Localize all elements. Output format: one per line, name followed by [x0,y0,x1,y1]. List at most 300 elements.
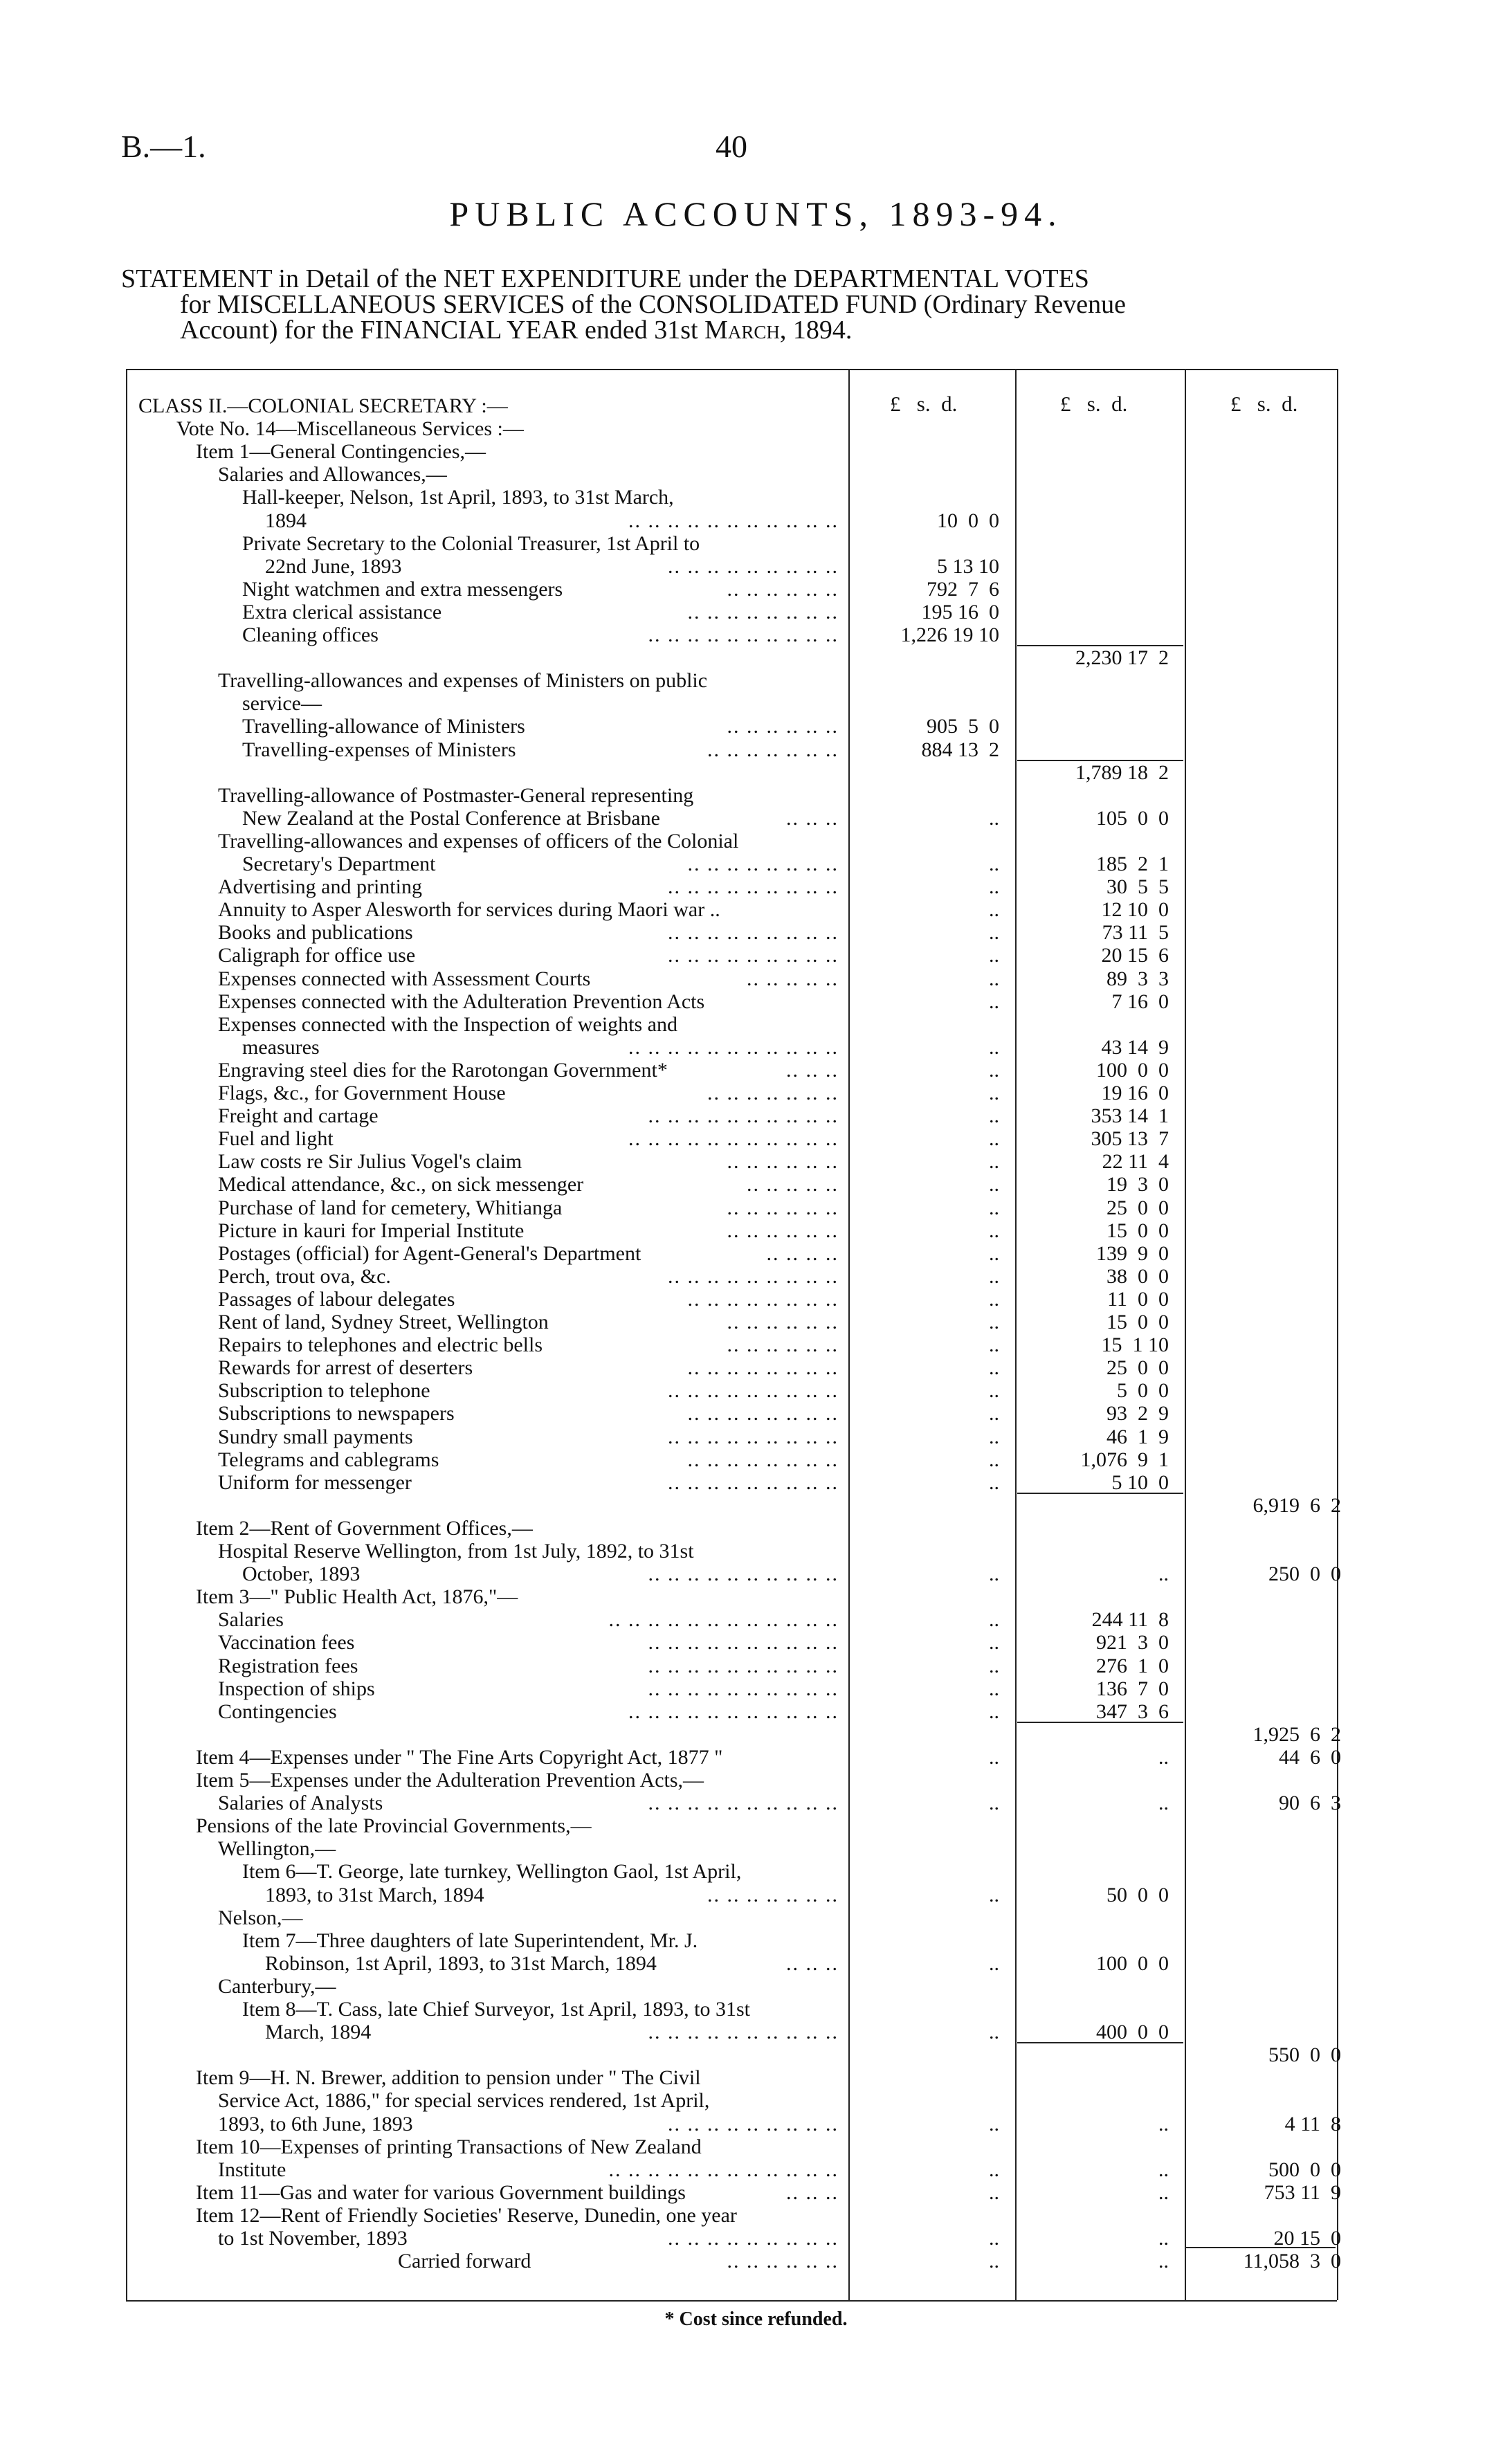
amount-cell: .. [989,2113,999,2135]
leader-dots: .. .. .. .. .. .. .. .. .. [668,2113,839,2135]
table-row [0,1013,1512,1037]
table-row [0,715,1512,738]
row-label: Institute [218,2158,286,2181]
table-row [0,761,1512,785]
table-row [0,807,1512,830]
amount-cell: .. [989,853,999,875]
leader-dots: .. .. .. .. .. .. .. .. [687,1356,839,1379]
row-label: Item 4—Expenses under " The Fine Arts Copyright Act, 1877 " [196,1746,723,1769]
table-row [0,394,1512,418]
table-row [0,1356,1512,1380]
amount-cell: 1,925 6 2 [1253,1723,1341,1746]
table-bottom-rule [126,2300,1337,2302]
leader-dots: .. .. .. [786,807,839,830]
amount-cell: .. [989,1608,999,1631]
total-rule [1186,2247,1336,2248]
amount-cell: .. [989,1036,999,1059]
table-row [0,1425,1512,1449]
amount-cell: .. [989,1952,999,1975]
amount-cell: .. [989,990,999,1013]
amount-cell: .. [989,898,999,921]
leader-dots: .. .. .. .. .. .. .. .. .. .. [648,1677,839,1700]
table-row [0,1929,1512,1953]
table-row [0,1219,1512,1243]
leader-dots: .. .. .. .. .. .. .. .. .. .. [648,1655,839,1677]
amount-cell: .. [989,1127,999,1150]
row-label: Hall-keeper, Nelson, 1st April, 1893, to 31st March, [242,486,674,509]
row-label: October, 1893 [242,1562,361,1585]
row-label: Picture in kauri for Imperial Institute [218,1219,525,1242]
amount-cell: .. [989,1082,999,1104]
row-label: Item 9—H. N. Brewer, addition to pension under " The Civil [196,2066,701,2089]
amount-cell: 6,919 6 2 [1253,1494,1341,1517]
leader-dots: .. .. .. .. .. .. [727,2250,839,2272]
amount-cell: 12 10 0 [1101,898,1169,921]
row-label: Subscriptions to newspapers [218,1402,455,1425]
table-row [0,1265,1512,1288]
amount-cell: .. [989,2227,999,2250]
column-header-2: £ s. d. [1060,392,1128,416]
row-label: Flags, &c., for Government House [218,1082,506,1104]
leader-dots: .. .. .. .. .. .. .. .. .. .. [648,1792,839,1814]
leader-dots: .. .. .. .. .. .. [727,1219,839,1242]
amount-cell: 43 14 9 [1101,1036,1169,1059]
table-row [0,1333,1512,1357]
table-row [0,1242,1512,1266]
leader-dots: .. .. .. .. .. .. .. .. [687,1402,839,1425]
row-label: Travelling-expenses of Ministers [242,738,516,761]
table-row [0,601,1512,624]
table-row [0,1311,1512,1334]
amount-cell: 20 15 6 [1101,944,1169,967]
table-row [0,1700,1512,1724]
leader-dots: .. .. .. [786,1952,839,1975]
amount-cell: .. [989,944,999,967]
amount-cell: .. [989,1792,999,1814]
leader-dots: .. .. .. .. .. .. .. .. .. .. [648,2021,839,2043]
table-row [0,1448,1512,1472]
table-row [0,509,1512,533]
amount-cell: 46 1 9 [1106,1425,1169,1448]
amount-cell: 25 0 0 [1106,1196,1169,1219]
leader-dots: .. .. .. .. .. .. .. .. .. [668,1265,839,1288]
row-label: Purchase of land for cemetery, Whitianga [218,1196,563,1219]
row-label: Wellington,— [218,1837,336,1860]
amount-cell: .. [989,1356,999,1379]
amount-cell: 20 15 0 [1273,2227,1341,2250]
row-label: March, 1894 [265,2021,372,2043]
table-row [0,1379,1512,1403]
table-row [0,1196,1512,1220]
row-label: 1894 [265,509,307,532]
row-label: Item 11—Gas and water for various Government buildings [196,2181,686,2204]
table-row [0,875,1512,899]
table-row [0,623,1512,647]
amount-cell: .. [989,1700,999,1723]
table-row [0,1631,1512,1655]
amount-cell: .. [989,967,999,990]
table-row [0,1402,1512,1425]
row-label: Postages (official) for Agent-General's Department [218,1242,641,1265]
amount-cell: .. [989,2021,999,2043]
amount-cell: .. [989,1242,999,1265]
leader-dots: .. .. .. .. .. .. .. .. .. [668,555,839,578]
row-label: Salaries of Analysts [218,1792,383,1814]
amount-cell: 5 10 0 [1111,1471,1169,1494]
row-label: Travelling-allowances and expenses of officers of the Colonial [218,830,739,853]
leader-dots: .. .. .. .. .. .. [727,1311,839,1333]
row-label: Expenses connected with Assessment Courts [218,967,591,990]
table-row [0,1150,1512,1174]
table-row [0,1998,1512,2021]
leader-dots: .. .. .. .. .. .. [727,715,839,738]
table-row [0,830,1512,853]
table-row [0,1059,1512,1082]
amount-cell: .. [989,807,999,830]
row-label: Medical attendance, &c., on sick messenger [218,1173,584,1196]
row-label: Item 5—Expenses under the Adulteration Prevention Acts,— [196,1769,704,1792]
amount-cell: 11 0 0 [1107,1288,1169,1311]
row-label: Travelling-allowances and expenses of Ministers on public [218,669,708,692]
table-row [0,2158,1512,2182]
leader-dots: .. .. .. .. .. [747,1173,839,1196]
amount-cell: 1,226 19 10 [900,623,999,646]
row-label: Rent of land, Sydney Street, Wellington [218,1311,549,1333]
leader-dots: .. .. .. .. .. .. .. .. .. [668,2227,839,2250]
amount-cell: 400 0 0 [1096,2021,1169,2043]
row-label: Law costs re Sir Julius Vogel's claim [218,1150,522,1173]
amount-cell: .. [1158,2181,1169,2204]
row-label: Subscription to telephone [218,1379,430,1402]
amount-cell: 15 0 0 [1106,1311,1169,1333]
table-row [0,1906,1512,1930]
column-header-3: £ s. d. [1230,392,1298,416]
amount-cell: 305 13 7 [1091,1127,1169,1150]
table-row [0,1975,1512,1998]
table-row [0,1540,1512,1563]
amount-cell: 884 13 2 [921,738,999,761]
row-label: 1893, to 6th June, 1893 [218,2113,413,2135]
amount-cell: 250 0 0 [1268,1562,1341,1585]
row-label: Advertising and printing [218,875,422,898]
row-label: Item 6—T. George, late turnkey, Wellington Gaol, 1st April, [242,1860,742,1883]
row-label: Pensions of the late Provincial Governments,— [196,1814,592,1837]
leader-dots: .. .. .. .. .. .. .. .. .. .. .. .. [608,2158,839,2181]
document-reference: B.—1. [121,129,206,164]
table-row [0,1585,1512,1609]
row-label: Extra clerical assistance [242,601,442,623]
amount-cell: .. [989,1471,999,1494]
table-row [0,1517,1512,1540]
leader-dots: .. .. .. .. .. [747,967,839,990]
amount-cell: .. [989,1311,999,1333]
row-label: Service Act, 1886," for special services rendered, 1st April, [218,2089,710,2112]
row-label: Contingencies [218,1700,337,1723]
amount-cell: 139 9 0 [1096,1242,1169,1265]
amount-cell: 905 5 0 [927,715,999,738]
amount-cell: 195 16 0 [921,601,999,623]
amount-cell: 347 3 6 [1096,1700,1169,1723]
footnote: * Cost since refunded. [664,2308,848,2330]
statement-line-2: for MISCELLANEOUS SERVICES of the CONSOLIDATED FUND (Ordinary Revenue [180,290,1126,319]
table-row [0,921,1512,945]
amount-cell: .. [989,1173,999,1196]
amount-cell: 244 11 8 [1091,1608,1169,1631]
amount-cell: .. [989,921,999,944]
amount-cell: .. [1158,2227,1169,2250]
leader-dots: .. .. .. .. .. .. .. .. .. [668,921,839,944]
row-label: Books and publications [218,921,413,944]
row-label: Salaries [218,1608,284,1631]
row-label: Inspection of ships [218,1677,375,1700]
table-row [0,440,1512,464]
table-row [0,1860,1512,1884]
statement-line-3 [121,318,1353,343]
table-row [0,990,1512,1014]
amount-cell: 7 16 0 [1111,990,1169,1013]
row-label: Engraving steel dies for the Rarotongan Government* [218,1059,668,1082]
amount-cell: .. [989,2158,999,2181]
table-row [0,417,1512,441]
row-label: Private Secretary to the Colonial Treasurer, 1st April to [242,532,700,555]
row-label: Item 2—Rent of Government Offices,— [196,1517,533,1540]
row-label: Rewards for arrest of deserters [218,1356,473,1379]
leader-dots: .. .. .. .. .. .. .. .. .. [668,875,839,898]
amount-cell: .. [989,1104,999,1127]
row-label: Fuel and light [218,1127,334,1150]
row-label: service— [242,692,322,715]
table-row [0,1769,1512,1792]
table-row [0,1655,1512,1678]
row-label: CLASS II.—COLONIAL SECRETARY :— [138,394,508,417]
table-row [0,2113,1512,2136]
leader-dots: .. .. .. .. .. .. .. [707,1884,839,1906]
table-row [0,1471,1512,1495]
leader-dots: .. .. .. .. .. .. .. .. .. .. [648,1104,839,1127]
leader-dots: .. .. .. .. .. .. .. .. .. .. [648,623,839,646]
table-row [0,1036,1512,1059]
row-label: Secretary's Department [242,853,436,875]
amount-cell: .. [1158,2113,1169,2135]
amount-cell: 90 6 3 [1279,1792,1341,1814]
row-label: Salaries and Allowances,— [218,463,447,486]
amount-cell: .. [989,1379,999,1402]
amount-cell: 100 0 0 [1096,1059,1169,1082]
statement-line-3a: Account) for the FINANCIAL YEAR ended 31st [180,316,705,345]
table-row [0,1082,1512,1105]
amount-cell: 44 6 0 [1279,1746,1341,1769]
table-row [0,2066,1512,2090]
amount-cell: .. [989,1425,999,1448]
amount-cell: .. [989,1677,999,1700]
table-row [0,1173,1512,1196]
leader-dots: .. .. .. .. .. .. .. .. .. .. .. [628,1127,839,1150]
table-row [0,578,1512,601]
amount-cell: .. [989,1402,999,1425]
row-label: Night watchmen and extra messengers [242,578,563,601]
row-label: Vote No. 14—Miscellaneous Services :— [176,417,524,440]
amount-cell: .. [989,1333,999,1356]
amount-cell: 276 1 0 [1096,1655,1169,1677]
row-label: Uniform for messenger [218,1471,412,1494]
amount-cell: 136 7 0 [1096,1677,1169,1700]
amount-cell: 19 16 0 [1101,1082,1169,1104]
amount-cell: 15 1 10 [1101,1333,1169,1356]
amount-cell: 38 0 0 [1106,1265,1169,1288]
amount-cell: .. [1158,1562,1169,1585]
table-row [0,1677,1512,1701]
table-row [0,2089,1512,2113]
amount-cell: .. [989,1655,999,1677]
amount-cell: .. [989,1562,999,1585]
table-row [0,1288,1512,1311]
leader-dots: .. .. .. .. .. .. .. .. .. .. [648,1562,839,1585]
page-number: 40 [716,129,747,164]
row-label: Freight and cartage [218,1104,379,1127]
leader-dots: .. .. .. .. .. .. .. .. .. [668,1471,839,1494]
table-row [0,2043,1512,2067]
amount-cell: 550 0 0 [1268,2043,1341,2066]
leader-dots: .. .. .. .. .. .. .. .. .. .. [648,1631,839,1654]
table-row [0,967,1512,991]
amount-cell: .. [1158,2158,1169,2181]
amount-cell: 105 0 0 [1096,807,1169,830]
amount-cell: .. [989,1746,999,1769]
amount-cell: 1,789 18 2 [1075,761,1169,784]
row-label: Travelling-allowance of Postmaster-General representing [218,784,694,807]
amount-cell: 792 7 6 [927,578,999,601]
row-label: Hospital Reserve Wellington, from 1st July, 1892, to 31st [218,1540,694,1562]
table-row [0,738,1512,762]
row-label: Item 8—T. Cass, late Chief Surveyor, 1st April, 1893, to 31st [242,1998,751,2021]
table-row [0,2135,1512,2159]
table-row [0,2250,1512,2273]
row-label: Nelson,— [218,1906,303,1929]
leader-dots: .. .. .. .. .. .. .. .. .. .. .. [628,1036,839,1059]
table-row [0,944,1512,967]
amount-cell: .. [989,1631,999,1654]
subtotal-rule [1017,760,1183,761]
leader-dots: .. .. .. .. .. .. .. .. .. .. .. [628,1700,839,1723]
leader-dots: .. .. .. [786,1059,839,1082]
table-row [0,555,1512,578]
leader-dots: .. .. .. .. .. .. .. .. [687,853,839,875]
row-label: Registration fees [218,1655,358,1677]
amount-cell: 753 11 9 [1264,2181,1341,2204]
subtotal-rule [1017,2042,1183,2043]
subtotal-rule [1017,1722,1183,1723]
leader-dots: .. .. .. .. .. .. .. .. .. [668,1379,839,1402]
leader-dots: .. .. .. .. .. .. .. [707,1082,839,1104]
table-row [0,1884,1512,1907]
leader-dots: .. .. .. .. [766,1242,839,1265]
leader-dots: .. .. .. .. .. .. .. .. .. .. .. [628,509,839,532]
amount-cell: .. [989,875,999,898]
statement-line-3c: , 1894. [779,316,853,345]
leader-dots: .. .. .. .. .. .. .. .. .. [668,1425,839,1448]
amount-cell: 50 0 0 [1106,1884,1169,1906]
amount-cell: .. [989,2250,999,2272]
table-row [0,646,1512,670]
row-label: New Zealand at the Postal Conference at Brisbane [242,807,660,830]
amount-cell: 30 5 5 [1106,875,1169,898]
amount-cell: .. [1158,2250,1169,2272]
column-header-1: £ s. d. [890,392,958,416]
table-row [0,784,1512,808]
row-label: Sundry small payments [218,1425,413,1448]
table-row [0,1837,1512,1861]
amount-cell: .. [989,1288,999,1311]
row-label: Telegrams and cablegrams [218,1448,439,1471]
amount-cell: 100 0 0 [1096,1952,1169,1975]
leader-dots: .. .. .. [786,2181,839,2204]
row-label: Expenses connected with the Adulteration Prevention Acts [218,990,705,1013]
table-row [0,1792,1512,1815]
amount-cell: 15 0 0 [1106,1219,1169,1242]
amount-cell: .. [989,1448,999,1471]
table-row [0,1104,1512,1128]
leader-dots: .. .. .. .. .. .. .. .. [687,601,839,623]
amount-cell: 5 0 0 [1117,1379,1169,1402]
amount-cell: .. [1158,1792,1169,1814]
leader-dots: .. .. .. .. .. .. .. .. .. [668,944,839,967]
leader-dots: .. .. .. .. .. .. [727,1150,839,1173]
amount-cell: 25 0 0 [1106,1356,1169,1379]
table-row [0,2181,1512,2205]
leader-dots: .. .. .. .. .. .. .. .. [687,1448,839,1471]
amount-cell: 93 2 9 [1106,1402,1169,1425]
leader-dots: .. .. .. .. .. .. [727,1333,839,1356]
table-row [0,1494,1512,1518]
leader-dots: .. .. .. .. .. .. [727,578,839,601]
statement-line-1: STATEMENT in Detail of the NET EXPENDITURE under the DEPARTMENTAL VOTES [121,264,1089,293]
statement-heading [121,266,1353,343]
leader-dots: .. .. .. .. .. .. .. .. .. .. .. .. [608,1608,839,1631]
row-label: Item 7—Three daughters of late Superintendent, Mr. J. [242,1929,698,1952]
table-row [0,1562,1512,1586]
amount-cell: 185 2 1 [1096,853,1169,875]
row-label: Repairs to telephones and electric bells [218,1333,543,1356]
row-label: Carried forward [398,2250,531,2272]
leader-dots: .. .. .. .. .. .. .. [707,738,839,761]
amount-cell: 5 13 10 [937,555,999,578]
row-label: Item 12—Rent of Friendly Societies' Reserve, Dunedin, one year [196,2204,737,2227]
amount-cell: 921 3 0 [1096,1631,1169,1654]
amount-cell: .. [989,2181,999,2204]
table-row [0,669,1512,693]
document-title: PUBLIC ACCOUNTS, 1893-94. [449,194,1063,233]
amount-cell: 1,076 9 1 [1080,1448,1169,1471]
amount-cell: 353 14 1 [1091,1104,1169,1127]
row-label: 22nd June, 1893 [265,555,402,578]
table-row [0,486,1512,509]
table-row [0,692,1512,716]
table-row [0,2204,1512,2227]
row-label: Expenses connected with the Inspection of weights and [218,1013,677,1036]
row-label: Item 1—General Contingencies,— [196,440,486,463]
amount-cell: .. [989,1059,999,1082]
amount-cell: 73 11 5 [1102,921,1169,944]
row-label: measures [242,1036,320,1059]
amount-cell: 2,230 17 2 [1075,646,1169,669]
row-label: Cleaning offices [242,623,379,646]
row-label: Annuity to Asper Alesworth for services during Maori war .. [218,898,720,921]
table-row [0,898,1512,922]
table-row [0,1746,1512,1769]
leader-dots: .. .. .. .. .. .. .. .. [687,1288,839,1311]
table-row [0,1814,1512,1838]
table-row [0,463,1512,486]
